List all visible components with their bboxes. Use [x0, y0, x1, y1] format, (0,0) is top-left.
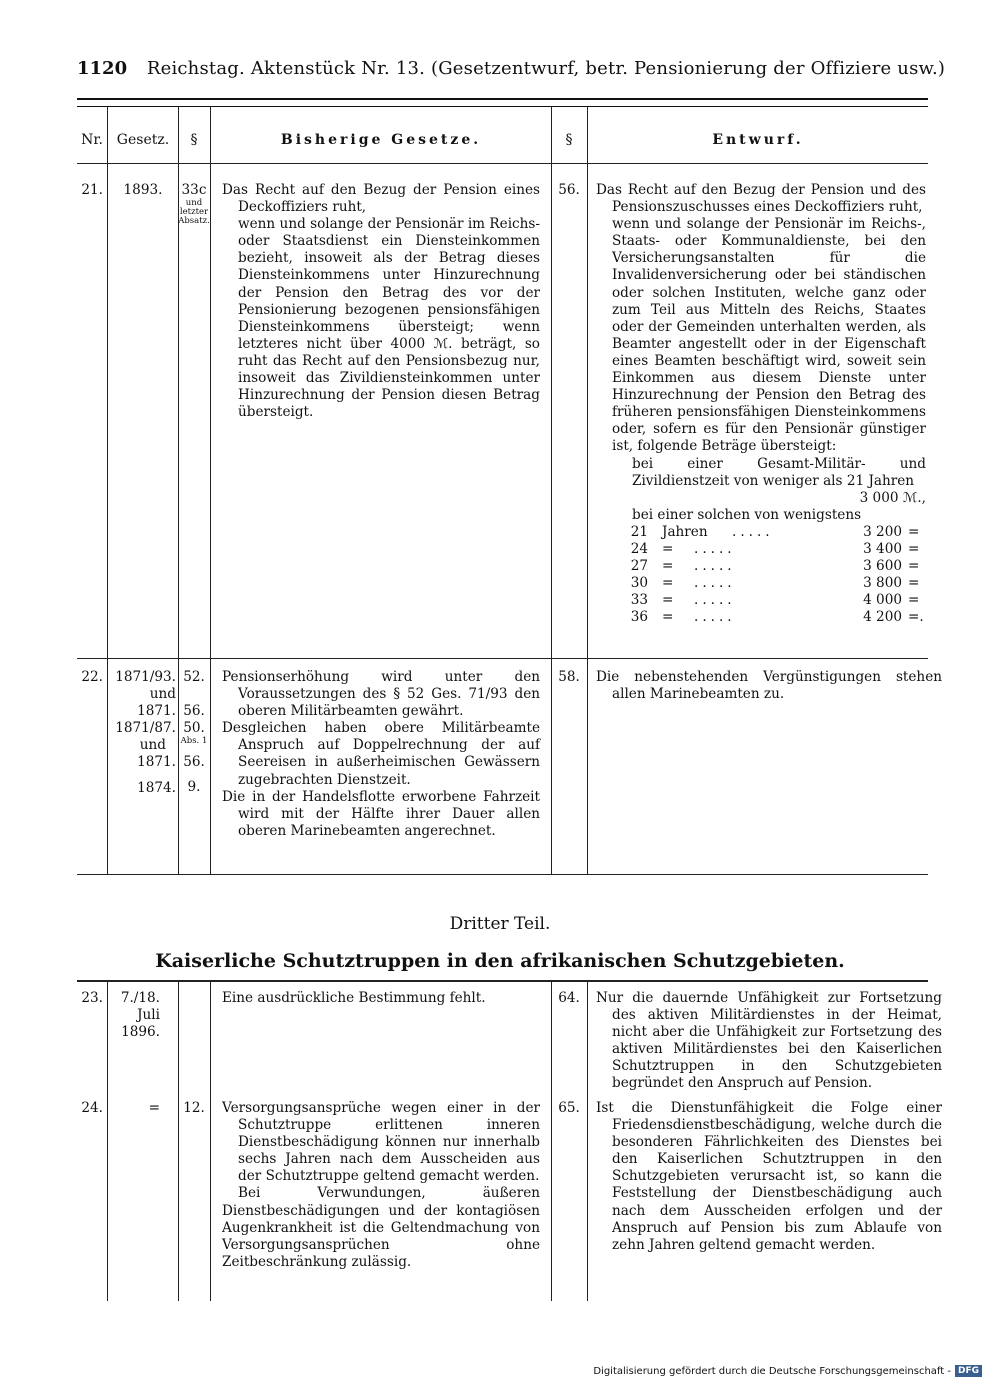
- running-header: [77, 58, 946, 88]
- grid-line: [551, 107, 552, 874]
- row21-bisherige-body: wenn und solange der Pensionär im Reichs- oder Staatsdienst ein Diensteinkommen bezieht, insoweit als der Betrag dieses Diensteinkommens unter Hinzurechnung der Pension den Betrag des vor der Pensionierung bezogenen pensionsfähigen Diensteinkommens übersteigt; wenn letzteres nicht über 4000 ℳ. beträgt, so ruht das Recht auf den Pensionsbezug nur, insoweit das Zivildiensteinkommen unter Hinzurechnung der Pension diesen Betrag übersteigt.: [238, 216, 540, 421]
- row23-gesetz-2: Juli: [137, 1007, 160, 1024]
- pension-tier-row: [596, 575, 926, 592]
- tier-unit: Jahren: [662, 523, 708, 540]
- pension-tier-row: [596, 524, 926, 541]
- tier-years: 36: [630, 609, 648, 626]
- row22-text-2: Desgleichen haben obere Militärbeamte Anspruch auf Doppelrechnung der auf Seereisen in außerheimischen Gewässern zugebrachten Dienstzeit.: [222, 720, 540, 788]
- row22-nr: 22.: [81, 669, 103, 685]
- tier-ditto-mark: =: [908, 575, 920, 592]
- tier-amount: 4 200: [863, 609, 902, 626]
- colhead-gesetz: Gesetz.: [116, 132, 170, 148]
- row23-entwurf-para: 64.: [558, 990, 580, 1006]
- row22-gesetz-3: 1871.: [137, 703, 176, 720]
- row22-gesetz-4: 1871/87.: [115, 720, 176, 737]
- row23-gesetz: [108, 990, 160, 1041]
- grid-line: [551, 981, 552, 1301]
- pension-tier-row: [596, 558, 926, 575]
- row21-para: 33c: [181, 182, 207, 198]
- row21-entwurf-lead: Das Recht auf den Bezug der Pension und des Pensionszuschusses eines Deckoffiziers ruht,: [596, 182, 926, 216]
- row24-nr: 24.: [81, 1100, 103, 1116]
- row22-gesetz-2: und: [149, 686, 176, 703]
- part-title: Dritter Teil.: [449, 914, 551, 934]
- row23-nr: 23.: [81, 990, 103, 1006]
- tier-amount: 3 800: [863, 575, 902, 592]
- row22-gesetz-6: 1871.: [137, 754, 176, 771]
- colhead-bisherige: Bisherige Gesetze.: [280, 132, 482, 148]
- tier-leader-dots: .....: [694, 558, 736, 575]
- row21-entwurf-under: bei einer Gesamt-Militär- und Zivildienstzeit von weniger als 21 Jahren: [632, 455, 926, 489]
- tier-years: 30: [630, 575, 648, 592]
- row24-entwurf-para: 65.: [558, 1100, 580, 1116]
- row22-gesetz: [108, 669, 176, 797]
- tier-years: 27: [630, 558, 648, 575]
- row24-bisherige: [222, 1100, 540, 1271]
- tier-unit: =: [662, 540, 674, 557]
- colhead-entwurf: Entwurf.: [712, 132, 804, 148]
- grid-line: [587, 107, 588, 874]
- tier-leader-dots: .....: [732, 523, 774, 540]
- row23-entwurf: Nur die dauernde Unfähigkeit zur Fortsetzung des aktiven Militärdienstes in der Heimat, nicht aber die Unfähigkeit zur Fortsetzung des aktiven Militärdienstes bei den Kaiserlichen Schutztruppen in den Schutzgebieten begründet den Anspruch auf Pension.: [596, 990, 942, 1092]
- pension-tier-row: [596, 592, 926, 609]
- row22-para-1: 52.: [183, 669, 205, 685]
- row24-entwurf: Ist die Dienstunfähigkeit die Folge einer Friedensdienstbeschädigung, welche durch die besonderen Fährlichkeiten des Dienstes bei den Kaiserlichen Schutztruppen in den Schutzgebieten verursacht ist, so kann die Feststellung der Dienstbeschädigung auch nach dem Ausscheiden erfolgen und der Anspruch auf Pension bis zum Ablaufe von zehn Jahren geltend gemacht werden.: [596, 1100, 942, 1253]
- tier-ditto-mark: =: [908, 523, 920, 540]
- row23-gesetz-1: 7./18.: [120, 990, 160, 1006]
- tier-unit: =: [662, 592, 674, 609]
- tier-amount: 4 000: [863, 592, 902, 609]
- row22-gesetz-7: 1874.: [137, 779, 176, 796]
- row22-gesetz-5: und: [139, 737, 166, 754]
- row21-entwurf-body: wenn und solange der Pensionär im Reichs-, Staats- oder Kommunaldienste, bei den Versicherungsanstalten für die Invalidenversicherung oder bei ständischen oder solchen Instituten, welche ganz oder zum Teil aus Mitteln des Reichs, Staates oder der Gemeinden unterhalten werden, als Beamter angestellt oder in der Eigenschaft eines Beamten beschäftigt wird, soweit sein Einkommen aus diesem Dienste unter Hinzurechnung der Pension den Betrag des früheren pensionsfähigen Diensteinkommens oder, sofern es für den Pensionär günstiger ist, folgende Beträge übersteigt:: [612, 216, 926, 455]
- digitization-footer: [593, 1365, 982, 1377]
- grid-line: [210, 981, 211, 1301]
- row22-entwurf: Die nebenstehenden Vergünstigungen stehen allen Marinebeamten zu.: [596, 669, 942, 703]
- row21-bisherige-lead: Das Recht auf den Bezug der Pension eines Deckoffiziers ruht,: [222, 182, 540, 216]
- tier-amount: 3 200: [863, 523, 902, 540]
- row21-para-note: und letzter Absatz.: [178, 198, 210, 226]
- dfg-logo: DFG: [955, 1365, 982, 1377]
- colhead-nr: Nr.: [81, 132, 103, 148]
- row23-bisherige: Eine ausdrückliche Bestimmung fehlt.: [222, 990, 486, 1006]
- row22-para-2: 56.: [183, 703, 205, 720]
- section-rule: [77, 980, 928, 982]
- colhead-para-2: §: [565, 132, 573, 148]
- row21-entwurf-min: bei einer solchen von wenigstens: [632, 506, 862, 523]
- tier-years: 24: [630, 540, 648, 557]
- tier-unit: =: [662, 558, 674, 575]
- row24-text-2: Bei Verwundungen, äußeren Dienstbeschädigungen und der kontagiösen Augenkrankheit ist die Geltendmachung von Versorgungsansprüchen ohne Zeitbeschränkung zulässig.: [222, 1185, 540, 1270]
- tier-unit: =: [662, 575, 674, 592]
- table-top-rule: [77, 106, 928, 107]
- row22-bisherige: [222, 669, 540, 840]
- footer-text: Digitalisierung gefördert durch die Deutsche Forschungsgemeinschaft -: [593, 1365, 951, 1377]
- row21-entwurf: [596, 182, 926, 626]
- row22-para-3-note: Abs. 1: [180, 736, 208, 747]
- tier-leader-dots: .....: [694, 609, 736, 626]
- pension-tier-row: [596, 609, 926, 626]
- row22-text-1: Pensionserhöhung wird unter den Voraussetzungen des § 52 Ges. 71/93 den oberen Militärbeamten gewährt.: [222, 669, 540, 720]
- section-title: Kaiserliche Schutztruppen in den afrikanischen Schutzgebieten.: [155, 950, 845, 972]
- row24-gesetz: =: [148, 1100, 160, 1116]
- tier-leader-dots: .....: [694, 592, 736, 609]
- tier-unit: =: [662, 609, 674, 626]
- tier-leader-dots: .....: [694, 540, 736, 557]
- header-title: Reichstag. Aktenstück Nr. 13. (Gesetzentwurf, betr. Pensionierung der Offiziere usw.): [146, 58, 946, 79]
- tier-ditto-mark: =: [908, 558, 920, 575]
- row22-para-3: 50.: [183, 720, 205, 737]
- row21-entwurf-under-amount: 3 000 ℳ.,: [859, 489, 926, 506]
- row21-entwurf-para: 56.: [558, 182, 580, 198]
- tier-amount: 3 400: [863, 540, 902, 557]
- row24-para: 12.: [183, 1100, 205, 1116]
- pension-tier-row: [596, 541, 926, 558]
- row22-entwurf-para: 58.: [558, 669, 580, 685]
- tier-years: 21: [630, 523, 648, 540]
- tier-amount: 3 600: [863, 558, 902, 575]
- tier-leader-dots: .....: [694, 575, 736, 592]
- grid-line: [587, 981, 588, 1301]
- tier-ditto-mark: =: [908, 592, 920, 609]
- row23-gesetz-3: 1896.: [121, 1024, 160, 1041]
- row21-nr: 21.: [81, 182, 103, 198]
- tier-ditto-mark: =: [908, 540, 920, 557]
- grid-line: [210, 107, 211, 874]
- row22-text-3: Die in der Handelsflotte erworbene Fahrzeit wird mit der Hälfte ihrer Dauer allen oberen Marinebeamten angerechnet.: [222, 788, 540, 839]
- page-number: 1120: [77, 58, 128, 79]
- row22-gesetz-1: 1871/93.: [115, 669, 176, 685]
- row22-para-5: 9.: [187, 779, 201, 796]
- tier-ditto-mark: =.: [908, 609, 924, 626]
- header-divider: [77, 163, 928, 164]
- header-rule: [77, 98, 928, 100]
- row24-text-1: Versorgungsansprüche wegen einer in der Schutztruppe erlittenen inneren Dienstbeschädigung können nur innerhalb sechs Jahren nach dem Ausscheiden aus der Schutztruppe geltend gemacht werden.: [222, 1100, 540, 1185]
- row22-para-4: 56.: [183, 754, 205, 771]
- row22-para: [178, 669, 210, 796]
- grid-line: [178, 981, 179, 1301]
- row21-bisherige: [222, 182, 540, 421]
- row21-gesetz: 1893.: [123, 182, 163, 198]
- pension-tier-list: [596, 524, 926, 627]
- table-bottom-rule: [77, 874, 928, 875]
- tier-years: 33: [630, 592, 648, 609]
- row-divider: [77, 658, 928, 659]
- colhead-para-1: §: [190, 132, 198, 148]
